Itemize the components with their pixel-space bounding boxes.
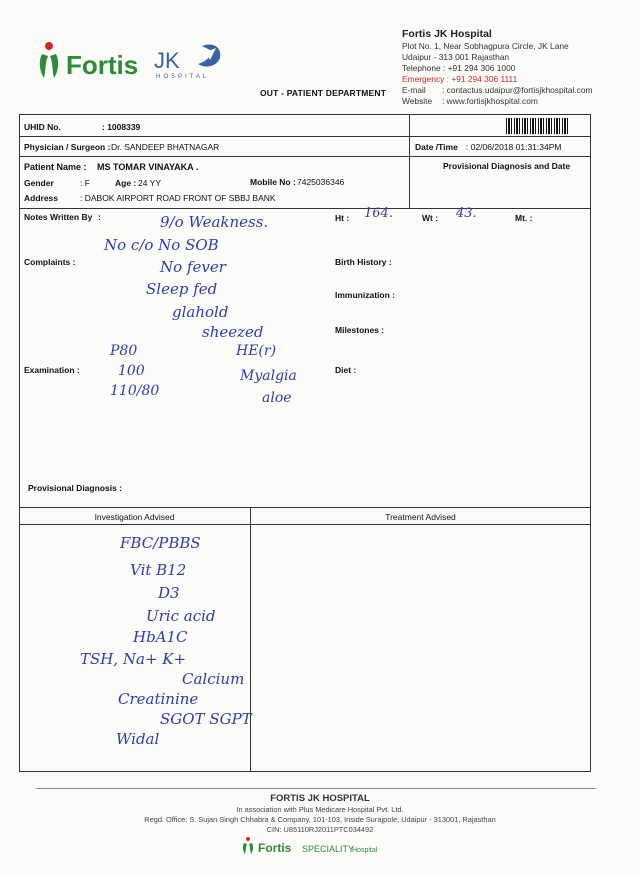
handwritten-complaint-4: Sleep fed bbox=[146, 280, 218, 298]
website-label: Website bbox=[402, 96, 433, 106]
investigation-item: FBC/PBBS bbox=[120, 534, 201, 552]
fortis-speciality-logo bbox=[240, 836, 400, 856]
divider bbox=[19, 208, 591, 209]
investigation-advised-header: Investigation Advised bbox=[94, 512, 175, 522]
divider bbox=[19, 156, 591, 157]
gender-value: : F bbox=[80, 178, 90, 188]
footer-logo-hospital: Hospital bbox=[352, 847, 378, 854]
weight-label: Wt : bbox=[422, 213, 439, 223]
jk-logo-text: JK bbox=[154, 48, 180, 73]
telephone: Telephone : +91 294 306 1000 bbox=[402, 63, 516, 73]
notes-colon: : bbox=[98, 212, 101, 222]
emergency-phone: Emergency : +91 294 306 1111 bbox=[402, 74, 518, 84]
footer-registered-office: Regd. Office: S. Sujan Singh Chhabra & Company, 101-103, Inside Surajpole, Udaipur - 313001, Rajasthan bbox=[144, 815, 496, 824]
divider bbox=[250, 507, 251, 772]
mobile-label: Mobile No : bbox=[250, 177, 296, 187]
email-value: : contactus.udaipur@fortisjkhospital.com bbox=[442, 85, 593, 95]
hospital-name: Fortis JK Hospital bbox=[402, 28, 492, 40]
investigation-item: Creatinine bbox=[118, 690, 199, 708]
investigation-item: SGOT SGPT bbox=[160, 710, 252, 728]
footer-association: In association with Plus Medicare Hospital Pvt. Ltd. bbox=[236, 805, 404, 814]
handwritten-exam-3: 100 bbox=[118, 363, 145, 379]
patient-label: Patient Name : bbox=[24, 162, 87, 172]
investigation-item: TSH, Na+ K+ bbox=[80, 650, 187, 668]
height-label: Ht : bbox=[335, 213, 350, 223]
complaints-label: Complaints : bbox=[24, 257, 76, 267]
diet-label: Diet : bbox=[335, 365, 357, 375]
address-line-2: Udaipur - 313 001 Rajasthan bbox=[402, 52, 510, 62]
investigation-item: Vit B12 bbox=[130, 561, 187, 579]
milestones-label: Milestones : bbox=[335, 325, 385, 335]
jk-hospital-logo bbox=[150, 38, 230, 82]
footer-divider bbox=[36, 788, 596, 789]
provisional-diagnosis-date-label: Provisional Diagnosis and Date bbox=[443, 161, 571, 171]
investigation-item: Uric acid bbox=[146, 607, 216, 625]
address-label: Address bbox=[24, 193, 59, 203]
website-value: : www.fortisjkhospital.com bbox=[442, 96, 538, 106]
handwritten-complaint-6: sheezed bbox=[202, 323, 264, 341]
age-value: 24 YY bbox=[138, 178, 162, 188]
notes-written-by-label: Notes Written By bbox=[24, 212, 93, 222]
handwritten-exam-6: aloe bbox=[262, 390, 292, 406]
handwritten-complaint-2: No c/o No SOB bbox=[104, 236, 219, 254]
birth-history-label: Birth History : bbox=[335, 257, 392, 267]
gender-label: Gender bbox=[24, 178, 54, 188]
date-label: Date /Time bbox=[415, 142, 458, 152]
jk-logo-sub: HOSPITAL bbox=[156, 74, 210, 80]
examination-label: Examination : bbox=[24, 365, 80, 375]
handwritten-exam-4: 110/80 bbox=[110, 383, 160, 399]
record-frame bbox=[19, 114, 591, 772]
patient-name: MS TOMAR VINAYAKA . bbox=[97, 162, 199, 172]
footer-logo-word: Fortis bbox=[258, 841, 292, 855]
divider bbox=[19, 507, 591, 508]
email-label: E-mail bbox=[402, 85, 426, 95]
immunization-label: Immunization : bbox=[335, 290, 395, 300]
handwritten-exam-5: Myalgia bbox=[240, 368, 297, 384]
height-value: 164. bbox=[364, 206, 393, 221]
handwritten-complaint-5: glahold bbox=[172, 303, 229, 321]
provisional-diagnosis-label: Provisional Diagnosis : bbox=[28, 483, 122, 493]
footer-cin: CIN: U85110RJ2011PTC034492 bbox=[266, 825, 374, 834]
handwritten-complaint-1: 9/o Weakness. bbox=[160, 213, 269, 231]
footer-logo-speciality: SPECIALITY bbox=[302, 844, 355, 854]
handwritten-exam-2: HE(r) bbox=[236, 343, 277, 359]
investigation-item: D3 bbox=[158, 584, 180, 602]
uhid-value: : 1008339 bbox=[102, 122, 141, 132]
mt-label: Mt. : bbox=[515, 213, 533, 223]
uhid-label: UHID No. bbox=[24, 122, 61, 132]
barcode bbox=[506, 118, 570, 134]
department-title: OUT - PATIENT DEPARTMENT bbox=[260, 88, 387, 98]
fortis-logo bbox=[36, 38, 146, 82]
hospital-contact-block bbox=[402, 28, 632, 107]
address-value: : DABOK AIRPORT ROAD FRONT OF SBBJ BANK bbox=[80, 193, 276, 203]
weight-value: 43. bbox=[456, 206, 477, 221]
physician-value: Dr. SANDEEP BHATNAGAR bbox=[111, 142, 220, 152]
date-value: : 02/06/2018 01:31:34PM bbox=[466, 142, 562, 152]
handwritten-complaint-3: No fever bbox=[160, 258, 226, 276]
investigation-item: Widal bbox=[116, 730, 160, 748]
treatment-advised-header: Treatment Advised bbox=[385, 512, 456, 522]
physician-label: Physician / Surgeon : bbox=[24, 142, 111, 152]
investigation-item: Calcium bbox=[182, 670, 245, 688]
investigation-item: HbA1C bbox=[133, 628, 188, 646]
address-line-1: Plot No. 1, Near Sobhagpura Circle, JK Lane bbox=[402, 41, 569, 51]
handwritten-exam-1: P80 bbox=[110, 343, 138, 359]
fortis-logo-text: Fortis bbox=[66, 50, 139, 80]
divider bbox=[19, 524, 591, 525]
age-label: Age : bbox=[115, 178, 137, 188]
divider bbox=[19, 136, 591, 137]
footer-title: FORTIS JK HOSPITAL bbox=[270, 793, 370, 804]
mobile-value: 7425036346 bbox=[297, 177, 345, 187]
divider bbox=[409, 114, 410, 208]
